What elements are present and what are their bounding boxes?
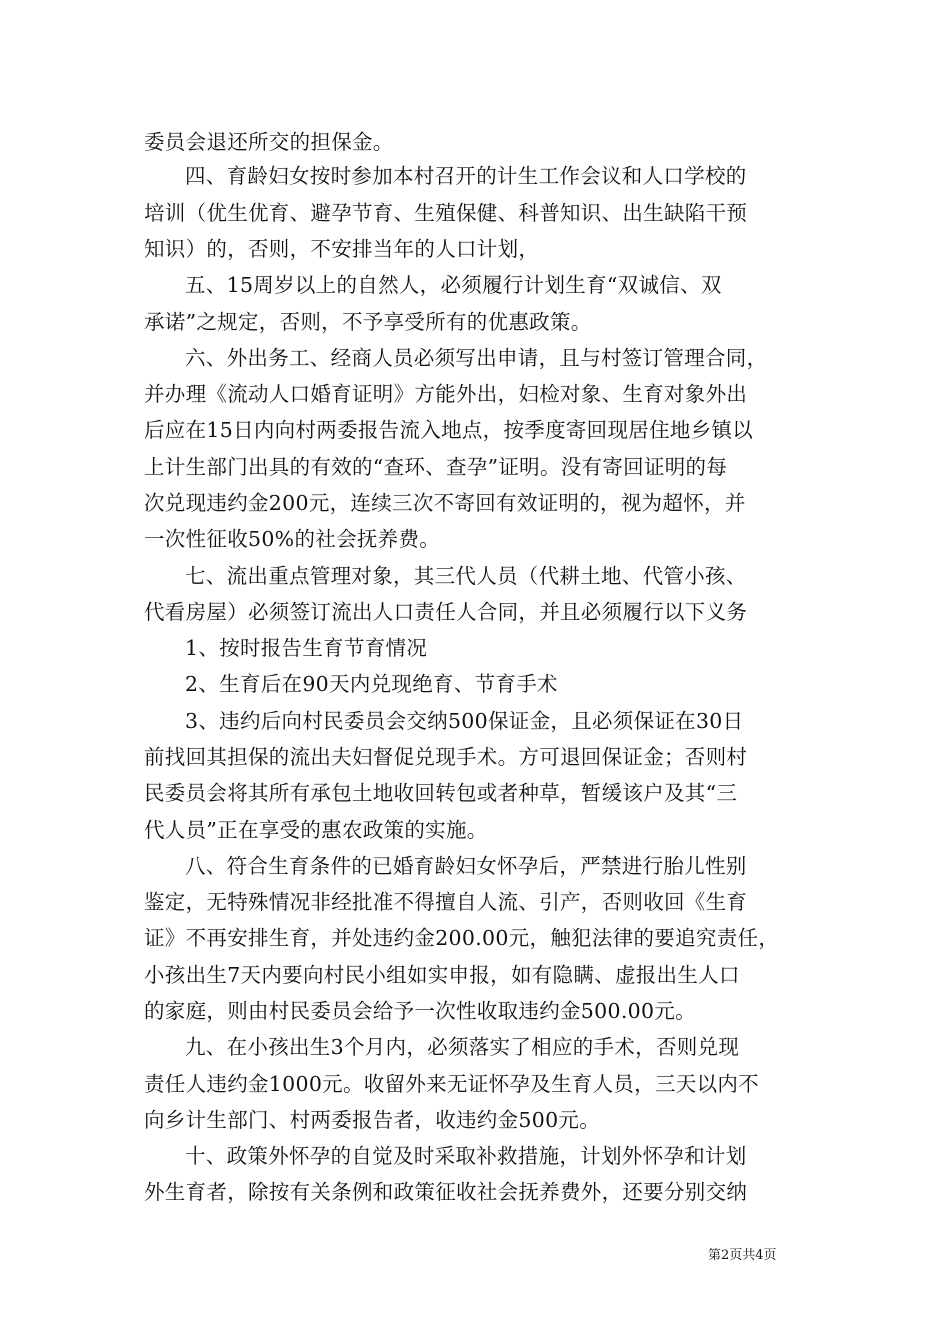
text-line: 八、符合生育条件的已婚育龄妇女怀孕后，严禁进行胎儿性别 bbox=[185, 854, 747, 878]
text-line: 的家庭，则由村民委员会给予一次性收取违约金500.00元。 bbox=[144, 999, 696, 1023]
text-line: 后应在15日内向村两委报告流入地点，按季度寄回现居住地乡镇以 bbox=[144, 418, 754, 442]
text-line: 九、在小孩出生3个月内，必须落实了相应的手术，否则兑现 bbox=[185, 1035, 740, 1059]
text-line: 委员会退还所交的担保金。 bbox=[144, 130, 394, 154]
text-line: 六、外出务工、经商人员必须写出申请，且与村签订管理合同， bbox=[185, 346, 768, 370]
text-line: 向乡计生部门、村两委报告者，收违约金500元。 bbox=[144, 1108, 601, 1132]
text-line: 责任人违约金1000元。收留外来无证怀孕及生育人员，三天以内不 bbox=[144, 1072, 759, 1096]
text-line: 代看房屋）必须签订流出人口责任人合同，并且必须履行以下义务 bbox=[144, 600, 748, 624]
text-line: 3、违约后向村民委员会交纳500保证金，且必须保证在30日 bbox=[185, 709, 744, 733]
text-line: 培训（优生优育、避孕节育、生殖保健、科普知识、出生缺陷干预 bbox=[144, 201, 748, 225]
text-line: 鉴定，无特殊情况非经批准不得擅自人流、引产，否则收回《生育 bbox=[144, 890, 748, 914]
text-line: 小孩出生7天内要向村民小组如实申报，如有隐瞒、虚报出生人口 bbox=[144, 963, 740, 987]
text-line: 次兑现违约金200元，连续三次不寄回有效证明的，视为超怀，并 bbox=[144, 491, 746, 515]
text-line: 2、生育后在90天内兑现绝育、节育手术 bbox=[185, 672, 558, 696]
text-line: 上计生部门出具的有效的“查环、查孕”证明。没有寄回证明的每 bbox=[144, 455, 728, 479]
text-line: 七、流出重点管理对象，其三代人员（代耕土地、代管小孩、 bbox=[185, 564, 747, 588]
text-line: 十、政策外怀孕的自觉及时采取补救措施，计划外怀孕和计划 bbox=[185, 1144, 747, 1168]
text-line: 四、育龄妇女按时参加本村召开的计生工作会议和人口学校的 bbox=[185, 164, 747, 188]
text-line: 证》不再安排生育，并处违约金200.00元，触犯法律的要追究责任， bbox=[144, 926, 780, 950]
text-line: 并办理《流动人口婚育证明》方能外出，妇检对象、生育对象外出 bbox=[144, 382, 748, 406]
text-line: 代人员”正在享受的惠农政策的实施。 bbox=[144, 818, 488, 842]
text-line: 知识）的，否则，不安排当年的人口计划， bbox=[144, 237, 540, 261]
text-line: 外生育者，除按有关条例和政策征收社会抚养费外，还要分别交纳 bbox=[144, 1180, 748, 1204]
text-line: 承诺”之规定，否则，不予享受所有的优惠政策。 bbox=[144, 310, 592, 334]
text-line: 五、15周岁以上的自然人，必须履行计划生育“双诚信、双 bbox=[185, 273, 722, 297]
page-number: 第2页共4页 bbox=[708, 1248, 777, 1263]
text-line: 前找回其担保的流出夫妇督促兑现手术。方可退回保证金；否则村 bbox=[144, 745, 748, 769]
text-line: 一次性征收50%的社会抚养费。 bbox=[144, 527, 441, 551]
text-line: 民委员会将其所有承包土地收回转包或者种草，暂缓该户及其“三 bbox=[144, 781, 738, 805]
text-line: 1、按时报告生育节育情况 bbox=[185, 636, 428, 660]
